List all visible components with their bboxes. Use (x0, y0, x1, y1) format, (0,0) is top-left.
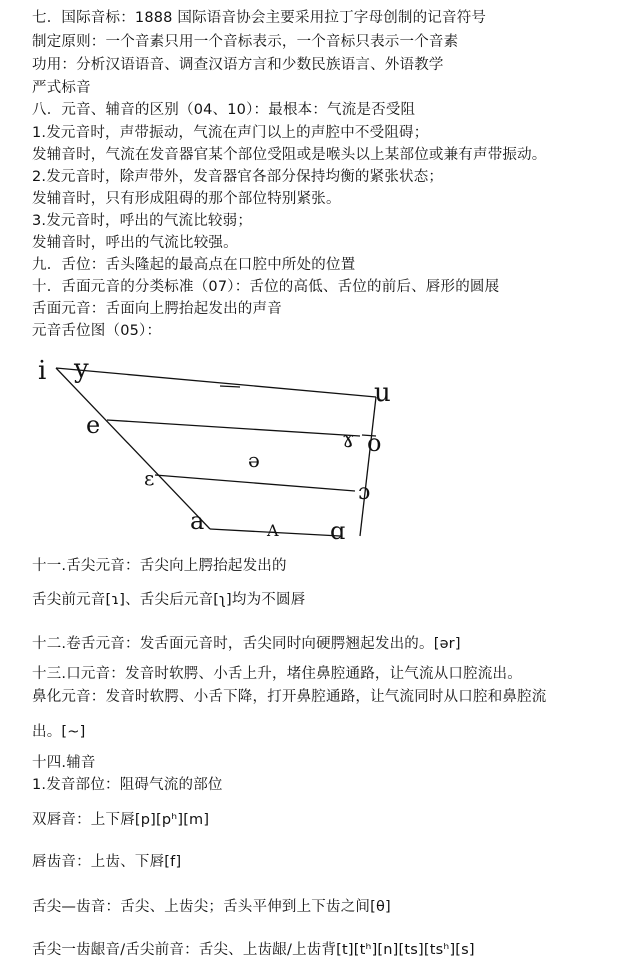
vowel-a: a (190, 507, 205, 535)
strict-transcription-line: 严式标音 (32, 80, 91, 96)
chart-back-line (360, 397, 376, 536)
nasal-vowel-cont: 出。[~] (32, 724, 86, 740)
chart-low-mid-line (155, 475, 355, 491)
interdental-line: 舌尖—齿音：舌尖、上齿尖；舌头平伸到上下齿之间[θ] (32, 899, 391, 915)
section-7-heading: 七．国际音标：1888 国际语音协会主要采用拉丁字母创制的记音符号 (32, 10, 487, 26)
vowel-chart-caption: 元音舌位图（05）： (32, 323, 162, 339)
diff-3-vowel: 3.发元音时，呼出的气流比较弱； (32, 213, 253, 229)
vowel-epsilon: ε (144, 466, 155, 490)
diff-2-consonant: 发辅音时，只有形成阻碍的那个部位特别紧张。 (32, 191, 341, 207)
section-12-heading: 十二.卷舌元音：发舌面元音时，舌尖同时向硬腭翘起发出的。[ər] (32, 636, 461, 652)
chart-top-line (56, 368, 376, 397)
nasal-vowel-line: 鼻化元音：发音时软腭、小舌下降，打开鼻腔通路，让气流同时从口腔和鼻腔流 (32, 689, 547, 705)
apical-vowel-line: 舌尖前元音[ɿ]、舌尖后元音[ʅ]均为不圆唇 (32, 592, 306, 608)
vowel-tongue-position-chart (30, 355, 410, 550)
alveolar-line: 舌尖一齿龈音/舌尖前音：舌尖、上齿龈/上齿背[t][tʰ][n][ts][tsʰ][s] (32, 942, 475, 958)
tongue-vowel-def: 舌面元音：舌面向上腭抬起发出的声音 (32, 301, 282, 317)
chart-front-line (56, 368, 210, 529)
function-line: 功用：分析汉语语音、调查汉语方言和少数民族语言、外语教学 (32, 57, 444, 73)
diff-1-vowel: 1.发元音时，声带振动，气流在声门以上的声腔中不受阻碍； (32, 125, 429, 141)
diff-2-vowel: 2.发元音时，除声带外，发音器官各部分保持均衡的紧张状态； (32, 169, 444, 185)
diff-1-consonant: 发辅音时，气流在发音器官某个部位受阻或是喉头以上某部位或兼有声带振动。 (32, 147, 547, 163)
vowel-e: e (86, 411, 101, 439)
section-14-heading: 十四.辅音 (32, 755, 96, 771)
vowel-u: u (374, 378, 391, 408)
vowel-y: y (74, 355, 89, 384)
vowel-i: i (38, 356, 47, 386)
vowel-alpha: ɑ (330, 517, 346, 545)
vowel-gamma: ɤ (342, 428, 355, 453)
vowel-open-o: ɔ (358, 480, 371, 505)
diff-3-consonant: 发辅音时，呼出的气流比较强。 (32, 235, 238, 251)
section-9-heading: 九．舌位：舌头隆起的最高点在口腔中所处的位置 (32, 257, 356, 273)
chart-top-dash (220, 386, 240, 387)
vowel-caret: A (267, 521, 279, 540)
chart-high-mid-line (107, 420, 360, 436)
bilabial-line: 双唇音：上下唇[p][pʰ][m] (32, 812, 210, 828)
vowel-o: o (367, 429, 382, 457)
vowel-schwa: ə (248, 448, 260, 472)
labiodental-line: 唇齿音：上齿、下唇[f] (32, 854, 182, 870)
section-10-heading: 十．舌面元音的分类标准（07）：舌位的高低、舌位的前后、唇形的圆展 (32, 279, 500, 295)
place-of-articulation: 1.发音部位：阻碍气流的部位 (32, 777, 223, 793)
principle-line: 制定原则：一个音素只用一个音标表示，一个音标只表示一个音素 (32, 34, 459, 50)
section-13-heading: 十三.口元音：发音时软腭、小舌上升，堵住鼻腔通路，让气流从口腔流出。 (32, 666, 522, 682)
section-8-heading: 八．元音、辅音的区别（04、10）：最根本：气流是否受阻 (32, 102, 416, 118)
section-11-heading: 十一.舌尖元音：舌尖向上腭抬起发出的 (32, 558, 287, 574)
